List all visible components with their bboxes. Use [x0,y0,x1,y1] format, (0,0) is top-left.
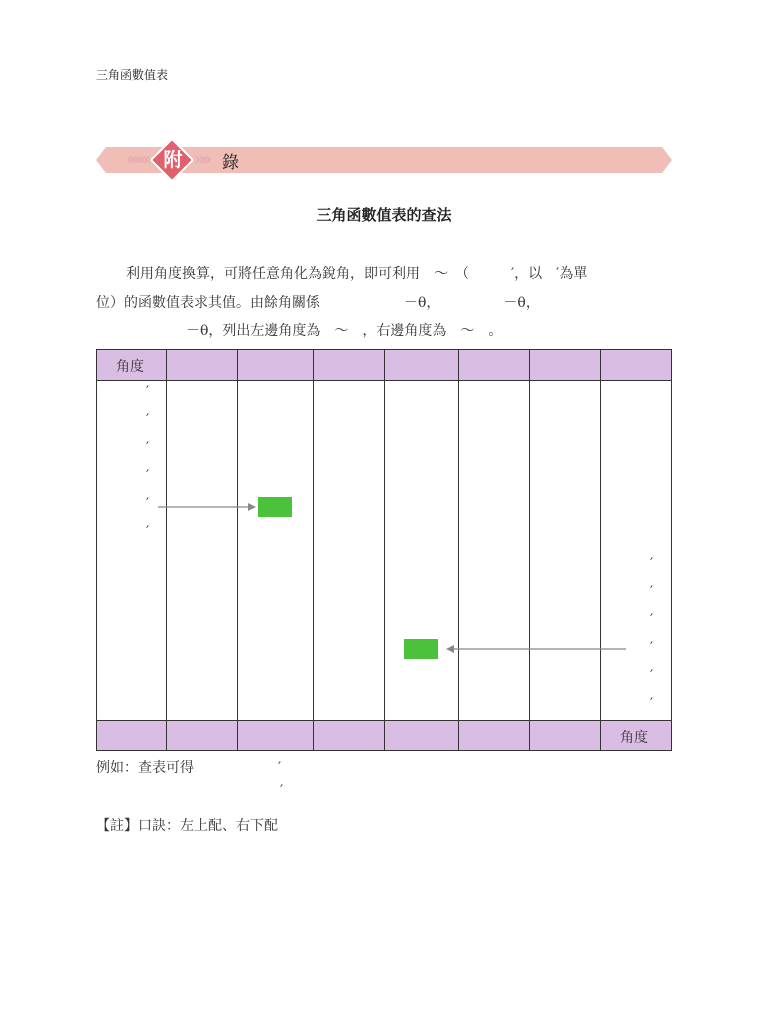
right-angle-minute: ′ [650,612,654,628]
right-angle-minute: ′ [650,668,654,684]
paragraph-line-1: 利用角度換算，可將任意角化為銳角，即可利用 ～ （ ′，以 ′為單 [126,266,588,282]
section-title: 三角函數值表的查法 [316,206,452,224]
left-angle-minute: ′ [146,440,150,456]
highlight-marker-left [258,497,292,517]
paragraph-line-2: 位）的函數值表求其值。由餘角關係 －θ， －θ， [96,295,540,311]
paragraph-line-3: －θ，列出左邊角度為 ～ ，右邊角度為 ～ 。 [186,323,503,339]
left-angle-minute: ′ [146,524,150,540]
right-angle-minute: ′ [650,640,654,656]
left-lookup-arrow-icon [158,503,256,511]
table-footer-angle-label: 角度 [620,730,648,746]
left-angle-minute: ′ [146,384,150,400]
table-header-angle-label: 角度 [116,359,144,375]
appendix-word: 錄 [222,153,239,173]
right-angle-minute: ′ [650,556,654,572]
right-angle-minute: ′ [650,696,654,712]
right-angle-minute: ′ [650,584,654,600]
appendix-mark: 附 [163,149,183,171]
chevron-right-icon: »» [194,149,209,170]
chevron-left-icon: ««« [126,149,148,170]
left-angle-minute: ′ [146,412,150,428]
example-line-2: ′ [280,783,284,799]
left-angle-minute: ′ [146,468,150,484]
highlight-marker-right [404,639,438,659]
mnemonic-note: 【註】口訣：左上配、右下配 [96,818,278,834]
page-header: 三角函數值表 [96,68,169,82]
right-lookup-arrow-icon [446,645,626,653]
left-angle-minute: ′ [146,496,150,512]
example-line-1: 例如：查表可得 ′ [96,760,282,776]
